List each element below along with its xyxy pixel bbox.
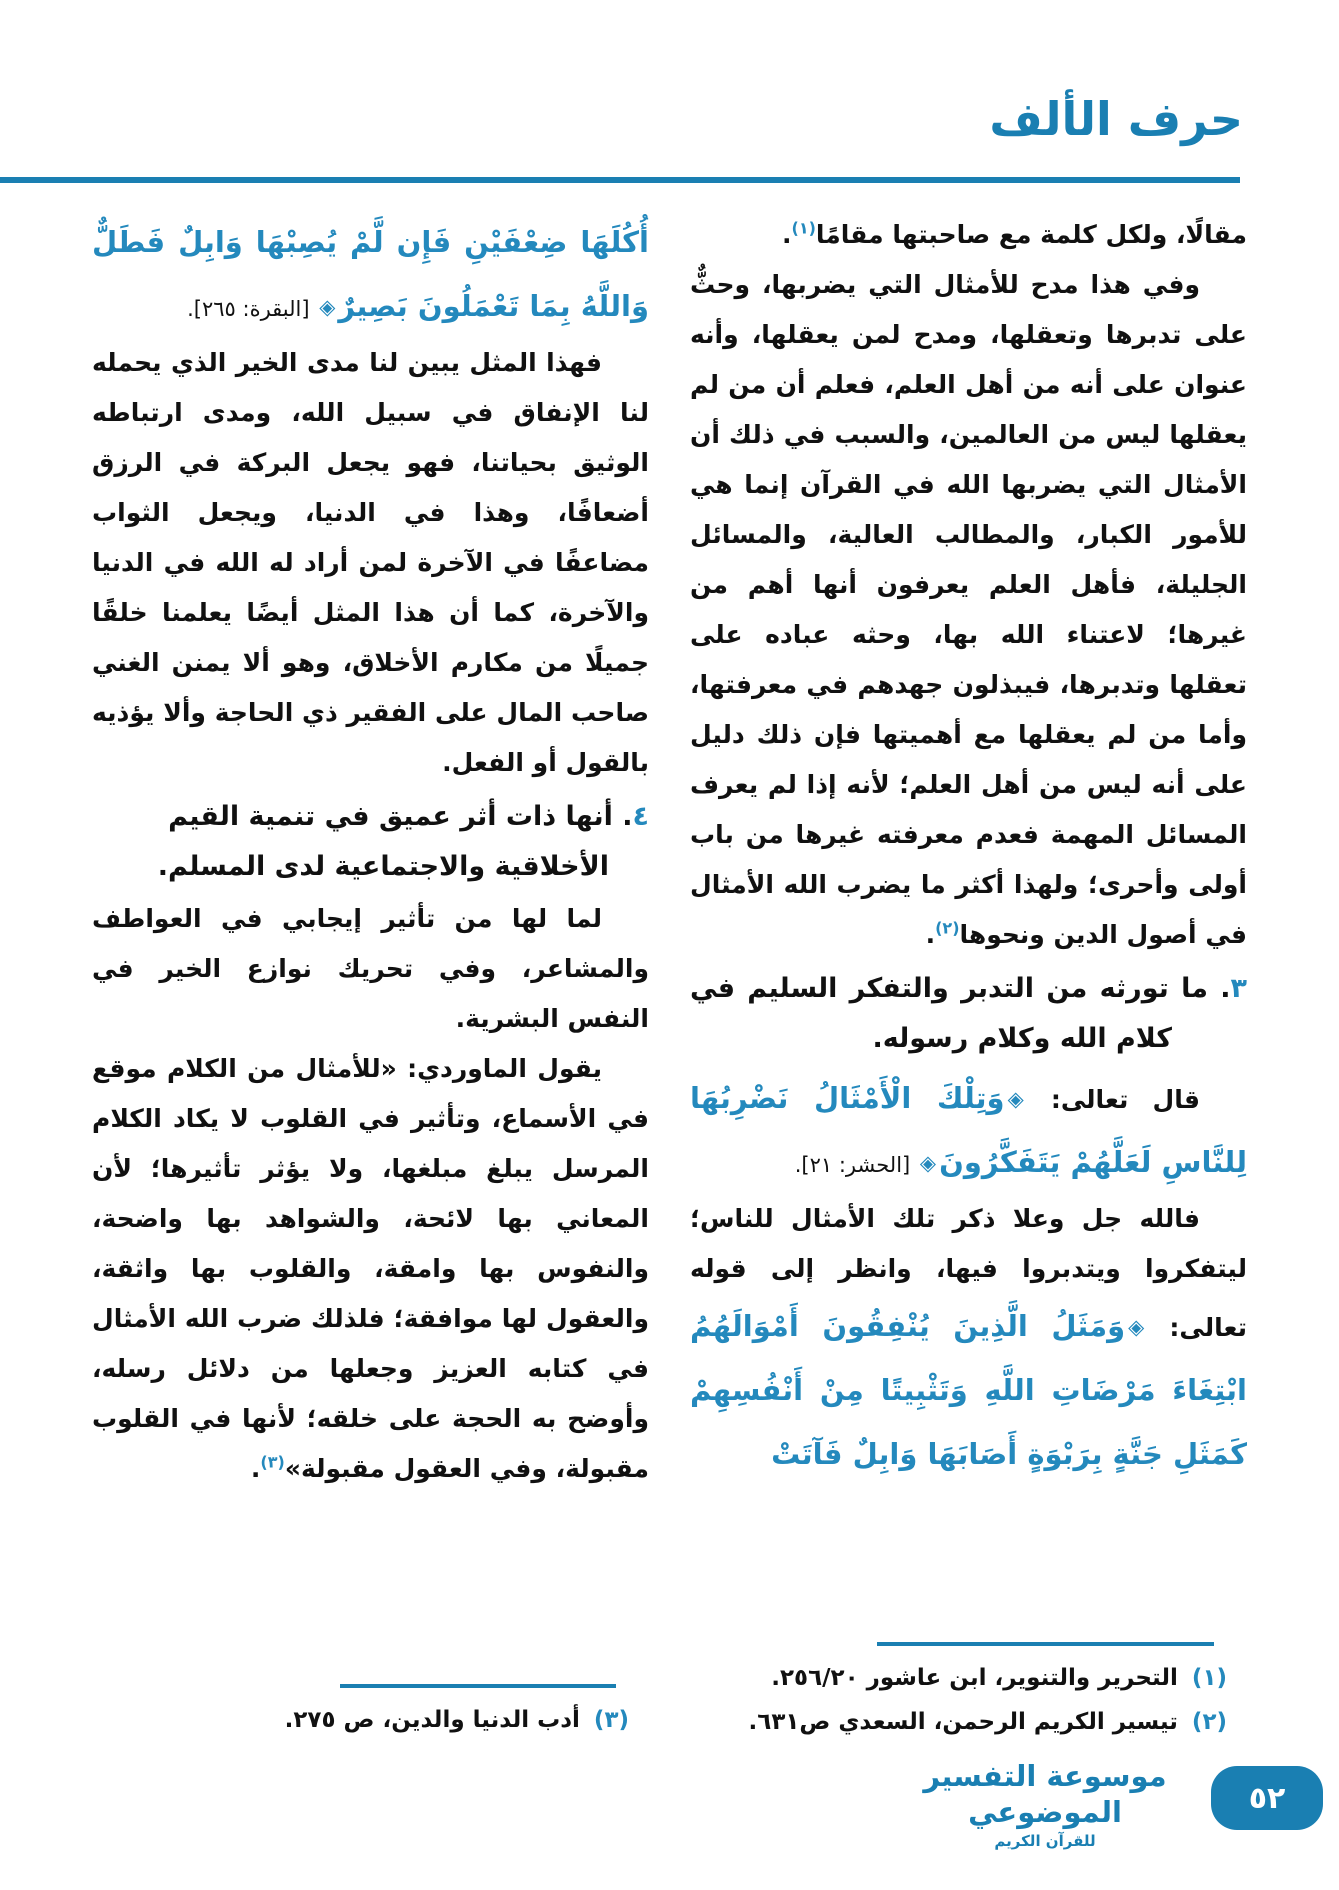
paragraph	[690, 210, 1247, 260]
ayah-ornament-icon: ◈	[319, 295, 336, 319]
body-text: وفي هذا مدح للأمثال التي يضربها، وحثٌّ على تدبرها وتعقلها، ومدح لمن يعقلها، وأنه عنوان على أنه من أهل العلم، فعلم أن من لم يعقلها ليس من العالمين، والسبب في ذلك أن الأمثال التي يضربها الله في القرآن إنما هي للأمور الكبار، والمطالب العالية، والمسائل الجليلة، فأهل العلم يعرفون أنها أهم من غيرها؛ لاعتناء الله بها، وحثه عباده على تعقلها وتدبرها، فيبذلون جهدهم في معرفتها، وأما من لم يعقلها مع أهميتها فإن ذلك دليل على أنه ليس من أهل العلم؛ لأنه إذا لم يعرف المسائل المهمة فعدم معرفته غيرها من باب أولى وأحرى؛ ولهذا أكثر ما يضرب الله الأمثال في أصول الدين ونحوها	[690, 270, 1247, 949]
paragraph	[92, 210, 649, 338]
paragraph	[690, 1066, 1247, 1194]
header-rule	[0, 177, 1240, 183]
paragraph	[92, 894, 649, 1044]
footnote-text: أدب الدنيا والدين، ص ٢٧٥.	[284, 1707, 580, 1733]
body-text: لما لها من تأثير إيجابي في العواطف والمشاعر، وفي تحريك نوازع الخير في النفس البشرية.	[92, 904, 649, 1033]
body-text: مقالًا، ولكل كلمة مع صاحبتها مقامًا	[815, 220, 1247, 249]
body-text: .	[782, 220, 792, 249]
heading-number: ٤	[632, 801, 649, 832]
footnote-text: تيسير الكريم الرحمن، السعدي ص٦٣١.	[748, 1709, 1178, 1735]
publisher-logo	[878, 1758, 1212, 1850]
footnote-item	[690, 1656, 1247, 1700]
footnote-number: (٢)	[1191, 1709, 1227, 1735]
logo-main-text: موسوعة التفسير الموضوعي	[923, 1759, 1167, 1829]
body-text: .	[925, 920, 936, 949]
body-text: فالله جل وعلا ذكر تلك الأمثال للناس؛ ليتفكروا ويتدبروا فيها، وانظر إلى قوله تعالى:	[690, 1204, 1247, 1342]
footnote-ref-marker: (٣)	[260, 1452, 285, 1472]
footnote-ref-marker: (٢)	[935, 918, 960, 938]
section-heading	[92, 792, 649, 892]
heading-text: . ما تورثه من التدبر والتفكر السليم في كلام الله وكلام رسوله.	[690, 973, 1231, 1054]
paragraph	[92, 338, 649, 788]
footnote-number: (١)	[1191, 1665, 1227, 1691]
ayah-ornament-icon: ◈	[1007, 1087, 1024, 1111]
section-heading	[690, 964, 1247, 1064]
ayah-ornament-icon: ◈	[1128, 1315, 1145, 1339]
ayah-ornament-icon: ◈	[919, 1151, 937, 1175]
page-number: ٥٢	[1248, 1780, 1286, 1816]
footnote-ref-marker: (١)	[791, 218, 816, 238]
paragraph	[92, 1044, 649, 1494]
heading-number: ٣	[1230, 973, 1247, 1004]
footnote-number: (٣)	[593, 1707, 629, 1733]
column-right	[690, 210, 1247, 1640]
heading-text: . أنها ذات أثر عميق في تنمية القيم الأخلاقية والاجتماعية لدى المسلم.	[157, 801, 633, 882]
body-text: قال تعالى:	[1026, 1085, 1200, 1114]
paragraph	[690, 1194, 1247, 1486]
quran-verse: وَتِلْكَ الْأَمْثَالُ نَضْرِبُهَا لِلنَّاسِ لَعَلَّهُمْ يَتَفَكَّرُونَ	[690, 1081, 1247, 1179]
quran-verse: أُكُلَهَا ضِعْفَيْنِ فَإِن لَّمْ يُصِبْهَا وَابِلٌ فَطَلٌّ وَاللَّهُ بِمَا تَعْمَلُونَ بَصِيرٌ	[92, 225, 649, 323]
footnotes-left	[92, 1684, 649, 1742]
footnotes-right	[690, 1642, 1247, 1744]
footnote-separator	[340, 1684, 616, 1688]
body-text: يقول الماوردي: «للأمثال من الكلام موقع في الأسماع، وتأثير في القلوب لا يكاد الكلام المرسل يبلغ مبلغها، ولا يؤثر تأثيرها؛ لأن المعاني بها لائحة، والشواهد بها واضحة، والنفوس بها وامقة، والقلوب بها واثقة، والعقول لها موافقة؛ فلذلك ضرب الله الأمثال في كتابه العزيز وجعلها من دلائل رسله، وأوضح به الحجة على خلقه؛ لأنها في القلوب مقبولة، وفي العقول مقبولة»	[92, 1054, 649, 1483]
footnote-text: التحرير والتنوير، ابن عاشور ٢٥٦/٢٠.	[771, 1665, 1178, 1691]
paragraph	[690, 260, 1247, 960]
section-title-calligraphy: حرف الألف	[989, 92, 1243, 146]
column-left	[92, 210, 649, 1680]
body-text: .	[250, 1454, 261, 1483]
verse-reference: [الحشر: ٢١].	[794, 1153, 917, 1177]
footnote-item	[690, 1700, 1247, 1744]
quran-verse: وَمَثَلُ الَّذِينَ يُنْفِقُونَ أَمْوَالَهُمُ ابْتِغَاءَ مَرْضَاتِ اللَّهِ وَتَثْبِيتًا مِنْ أَنْفُسِهِمْ كَمَثَلِ جَنَّةٍ بِرَبْوَةٍ أَصَابَهَا وَابِلٌ فَآتَتْ	[690, 1309, 1247, 1471]
footnote-item	[92, 1698, 649, 1742]
footnote-separator	[877, 1642, 1214, 1646]
page-number-badge	[1211, 1766, 1323, 1830]
body-text: فهذا المثل يبين لنا مدى الخير الذي يحمله لنا الإنفاق في سبيل الله، ومدى ارتباطه الوثيق بحياتنا، فهو يجعل البركة في الرزق أضعافًا، وهذا في الدنيا، ويجعل الثواب مضاعفًا في الآخرة لمن أراد له الله في الدنيا والآخرة، كما أن هذا المثل أيضًا يعلمنا خلقًا جميلًا من مكارم الأخلاق، وهو ألا يمنن الغني صاحب المال على الفقير ذي الحاجة وألا يؤذيه بالقول أو الفعل.	[92, 348, 649, 777]
logo-sub-text: للقرآن الكريم	[994, 1832, 1096, 1850]
verse-reference: [البقرة: ٢٦٥].	[187, 297, 317, 321]
